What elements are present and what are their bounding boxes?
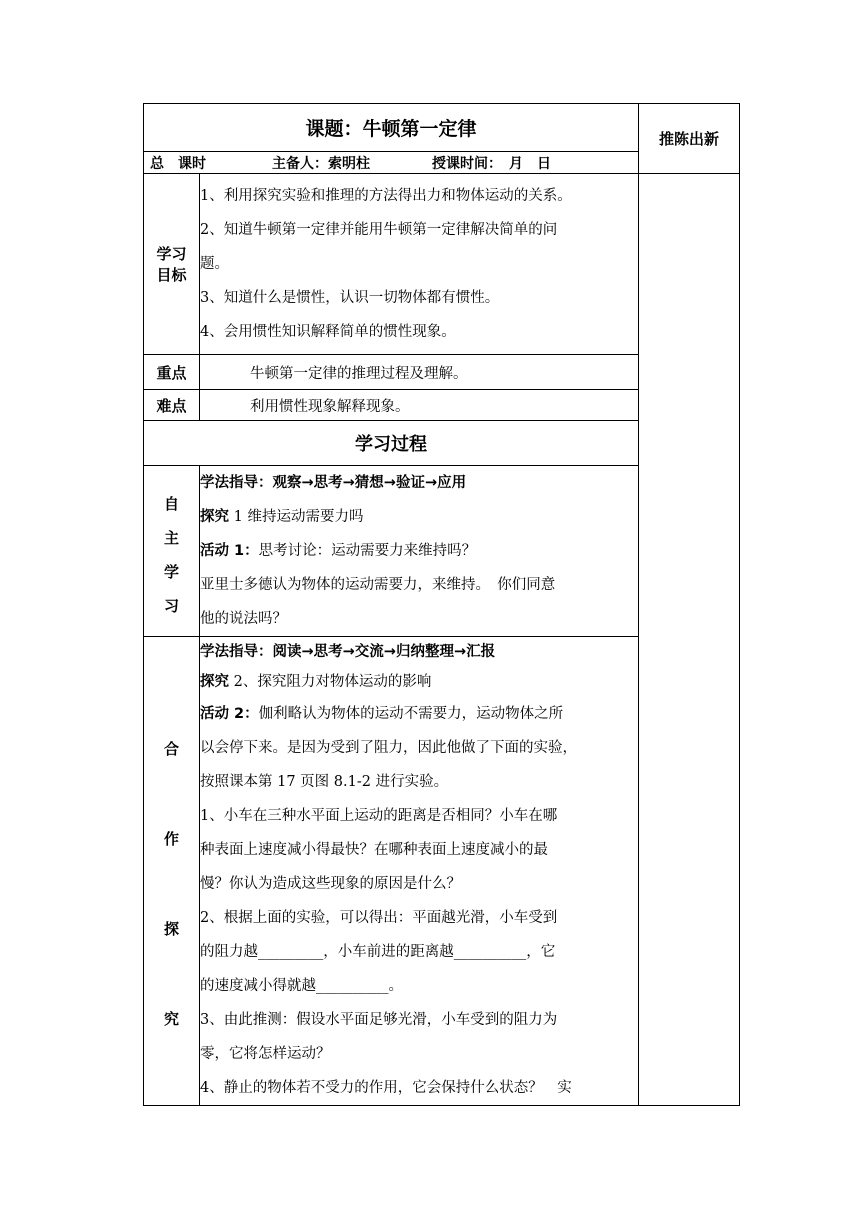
objective-item: 1、利用探究实验和推理的方法得出力和物体运动的关系。 bbox=[200, 188, 572, 204]
self-study-content bbox=[200, 466, 639, 637]
cooperative-line: 4、静止的物体若不受力的作用，它会保持什么状态？ 实 bbox=[200, 1080, 572, 1096]
key-point-label: 重点 bbox=[144, 355, 200, 390]
self-study-paragraph: 他的说法吗？ bbox=[200, 611, 287, 627]
self-study-method: 学法指导：观察→思考→猜想→验证→应用 bbox=[200, 475, 467, 491]
cooperative-method: 学法指导：阅读→思考→交流→归纳整理→汇报 bbox=[200, 644, 496, 660]
meta-total-hours: 总 课时 bbox=[150, 155, 206, 172]
key-point-text: 牛顿第一定律的推理过程及理解。 bbox=[200, 355, 639, 390]
cooperative-line: 零，它将怎样运动？ bbox=[200, 1046, 331, 1062]
self-study-paragraph: 亚里士多德认为物体的运动需要力，来维持。 你们同意 bbox=[200, 577, 556, 593]
activity-1: 活动 1：思考讨论：运动需要力来维持吗？ bbox=[200, 543, 477, 559]
objective-item: 题。 bbox=[200, 256, 229, 272]
process-title: 学习过程 bbox=[144, 421, 639, 466]
cooperative-label: 合 作 探 究 bbox=[144, 637, 200, 1106]
cooperative-line: 慢？你认为造成这些现象的原因是什么？ bbox=[200, 876, 461, 892]
lesson-meta-row bbox=[144, 152, 639, 174]
meta-preparer: 主备人：索明柱 bbox=[272, 155, 370, 172]
side-column-title: 推陈出新 bbox=[639, 104, 740, 174]
meta-teaching-time: 授课时间： 月 日 bbox=[432, 155, 551, 172]
explore-2: 探究 2、探究阻力对物体运动的影响 bbox=[200, 674, 432, 690]
objective-item: 2、知道牛顿第一定律并能用牛顿第一定律解决简单的问 bbox=[200, 222, 558, 238]
cooperative-line: 2、根据上面的实验，可以得出：平面越光滑，小车受到 bbox=[200, 910, 558, 926]
fill-in-blank-line: 的速度减小得就越__________。 bbox=[200, 978, 403, 994]
explore-1: 探究 1 维持运动需要力吗 bbox=[200, 509, 364, 525]
objectives-label: 学习 目标 bbox=[144, 174, 200, 355]
activity-2: 活动 2：伽利略认为物体的运动不需要力，运动物体之所 bbox=[200, 706, 564, 722]
lesson-title: 课题：牛顿第一定律 bbox=[144, 104, 639, 152]
self-study-label: 自 主 学 习 bbox=[144, 466, 200, 637]
difficulty-text: 利用惯性现象解释现象。 bbox=[200, 390, 639, 421]
objective-item: 4、会用惯性知识解释简单的惯性现象。 bbox=[200, 324, 456, 340]
cooperative-line: 种表面上速度减小得最快？在哪种表面上速度减小的最 bbox=[200, 842, 548, 858]
cooperative-line: 以会停下来。是因为受到了阻力，因此他做了下面的实验， bbox=[200, 740, 577, 756]
fill-in-blank-line: 的阻力越_________，小车前进的距离越__________，它 bbox=[200, 944, 556, 960]
difficulty-label: 难点 bbox=[144, 390, 200, 421]
cooperative-line: 3、由此推测：假设水平面足够光滑，小车受到的阻力为 bbox=[200, 1012, 558, 1028]
side-notes-column bbox=[639, 174, 740, 1106]
objectives-content bbox=[200, 174, 639, 355]
cooperative-line: 1、小车在三种水平面上运动的距离是否相同？小车在哪 bbox=[200, 808, 558, 824]
objective-item: 3、知道什么是惯性，认识一切物体都有惯性。 bbox=[200, 290, 500, 306]
lesson-plan-table bbox=[143, 103, 740, 1106]
cooperative-content bbox=[200, 637, 639, 1106]
cooperative-line: 按照课本第 17 页图 8.1-2 进行实验。 bbox=[200, 774, 449, 790]
